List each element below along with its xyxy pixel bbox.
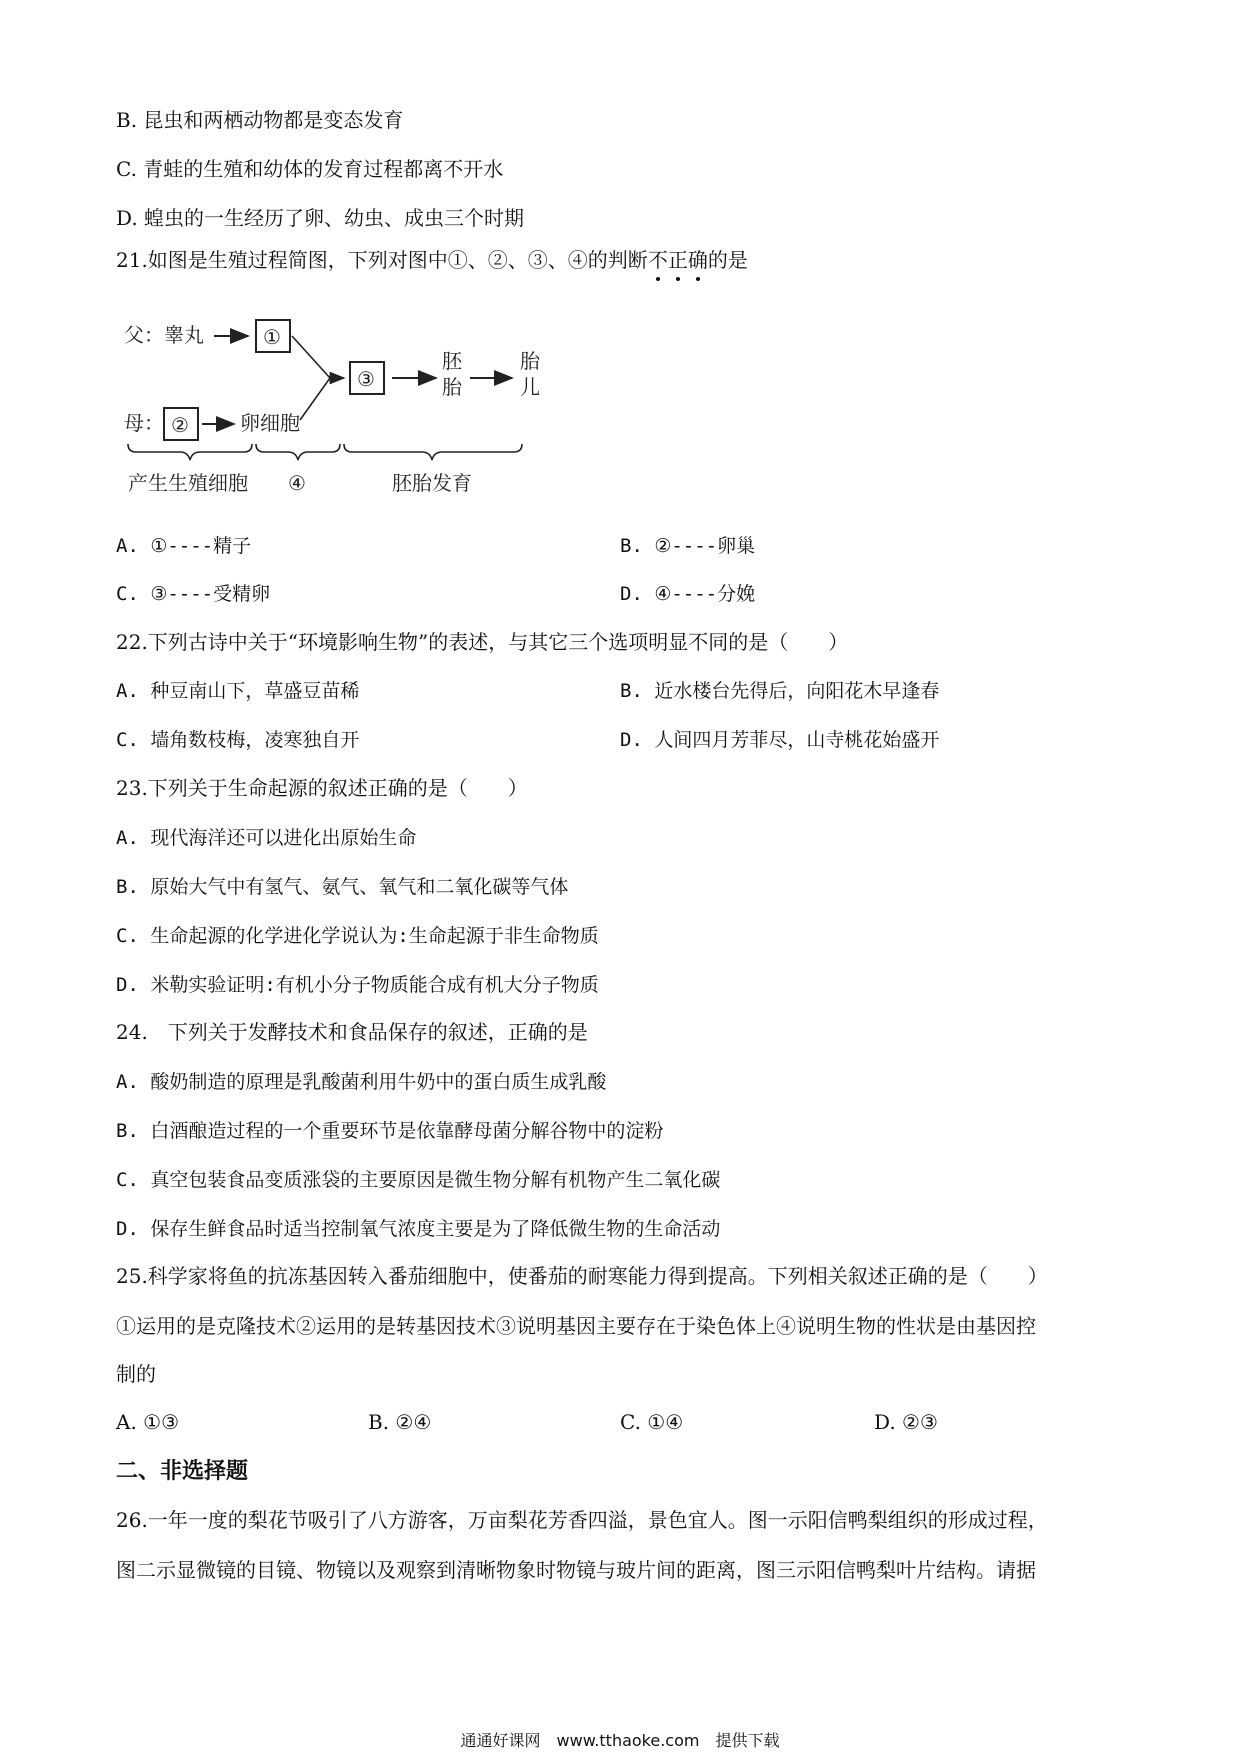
q21-option-b: B. ②----卵巢	[620, 535, 756, 557]
q25-statements-line2: 制的	[116, 1362, 156, 1386]
q22-option-c: C. 墙角数枝梅，凌寒独自开	[116, 729, 360, 751]
q20-option-c: C. 青蛙的生殖和幼体的发育过程都离不开水	[116, 157, 504, 181]
reproduction-diagram	[120, 312, 600, 512]
q24-option-a: A. 酸奶制造的原理是乳酸菌利用牛奶中的蛋白质生成乳酸	[116, 1071, 607, 1093]
q23-option-b: B. 原始大气中有氢气、氨气、氧气和二氧化碳等气体	[116, 876, 569, 898]
q26-line1: 26.一年一度的梨花节吸引了八方游客，万亩梨花芳香四溢，景色宜人。图一示阳信鸭梨组织的形成过程，	[116, 1508, 1048, 1532]
q22-option-a: A. 种豆南山下，草盛豆苗稀	[116, 680, 360, 702]
connector-line	[292, 336, 330, 378]
section-heading: 二、非选择题	[116, 1459, 249, 1484]
emphasis-char: 确	[687, 248, 708, 272]
fetus-label-2: 儿	[520, 375, 540, 399]
egg-cell-label: 卵细胞	[240, 411, 300, 435]
brace-2-label: ④	[288, 471, 306, 495]
q20-option-d: D. 蝗虫的一生经历了卵、幼虫、成虫三个时期	[116, 206, 525, 230]
q26-line2: 图二示显微镜的目镜、物镜以及观察到清晰物象时物镜与玻片间的距离，图三示阳信鸭梨叶片结构。请据	[116, 1558, 1036, 1582]
q21-stem: 21.如图是生殖过程简图，下列对图中①、②、③、④的判断不正确的是	[116, 248, 748, 272]
brace-2	[256, 444, 340, 460]
q21-option-a: A. ①----精子	[116, 535, 252, 557]
fetus-label-1: 胎	[520, 349, 540, 373]
brace-3	[344, 444, 522, 460]
q21-option-d: D. ④----分娩	[620, 583, 756, 605]
q25-statements-line1: ①运用的是克隆技术②运用的是转基因技术③说明基因主要存在于染色体上④说明生物的性状是由基因控	[116, 1314, 1036, 1338]
q23-option-d: D. 米勒实验证明:有机小分子物质能合成有机大分子物质	[116, 974, 599, 996]
q20-option-b: B. 昆虫和两栖动物都是变态发育	[116, 108, 404, 132]
q24-stem: 24. 下列关于发酵技术和食品保存的叙述，正确的是	[116, 1020, 588, 1044]
q24-option-b: B. 白酒酿造过程的一个重要环节是依靠酵母菌分解谷物中的淀粉	[116, 1120, 664, 1142]
q25-option-c: C. ①④	[620, 1410, 684, 1434]
q25-option-b: B. ②④	[368, 1410, 432, 1434]
q23-option-c: C. 生命起源的化学进化学说认为:生命起源于非生命物质	[116, 925, 599, 947]
emphasis-char: 不	[647, 248, 668, 272]
box-2-label: ②	[171, 413, 189, 437]
q21-option-c: C. ③----受精卵	[116, 583, 271, 605]
brace-1	[128, 444, 252, 460]
brace-1-label: 产生生殖细胞	[128, 471, 248, 495]
q25-stem: 25.科学家将鱼的抗冻基因转入番茄细胞中，使番茄的耐寒能力得到提高。下列相关叙述正确的是（ ）	[116, 1264, 1048, 1288]
box-1-label: ①	[263, 325, 281, 349]
father-testis-label: 父：睾丸	[124, 323, 204, 347]
q22-stem: 22.下列古诗中关于“环境影响生物”的表述，与其它三个选项明显不同的是（ ）	[116, 630, 849, 654]
q25-option-a: A. ①③	[116, 1410, 180, 1434]
connector-line	[300, 378, 330, 420]
q25-option-d: D. ②③	[874, 1410, 938, 1434]
q23-option-a: A. 现代海洋还可以进化出原始生命	[116, 827, 417, 849]
q24-option-c: C. 真空包装食品变质涨袋的主要原因是微生物分解有机物产生二氧化碳	[116, 1169, 721, 1191]
q23-stem: 23.下列关于生命起源的叙述正确的是（ ）	[116, 776, 528, 800]
q22-option-b: B. 近水楼台先得后，向阳花木早逢春	[620, 680, 940, 702]
box-3-label: ③	[357, 367, 375, 391]
emphasis-char: 正	[667, 248, 688, 272]
q22-option-d: D. 人间四月芳菲尽，山寺桃花始盛开	[620, 729, 940, 751]
q24-option-d: D. 保存生鲜食品时适当控制氧气浓度主要是为了降低微生物的生命活动	[116, 1218, 721, 1240]
page-footer: 通通好课网 www.tthaoke.com 提供下载	[460, 1731, 780, 1750]
embryo-label-2: 胎	[442, 375, 462, 399]
embryo-label-1: 胚	[442, 349, 462, 373]
mother-label: 母：	[124, 411, 164, 435]
brace-3-label: 胚胎发育	[392, 471, 472, 495]
